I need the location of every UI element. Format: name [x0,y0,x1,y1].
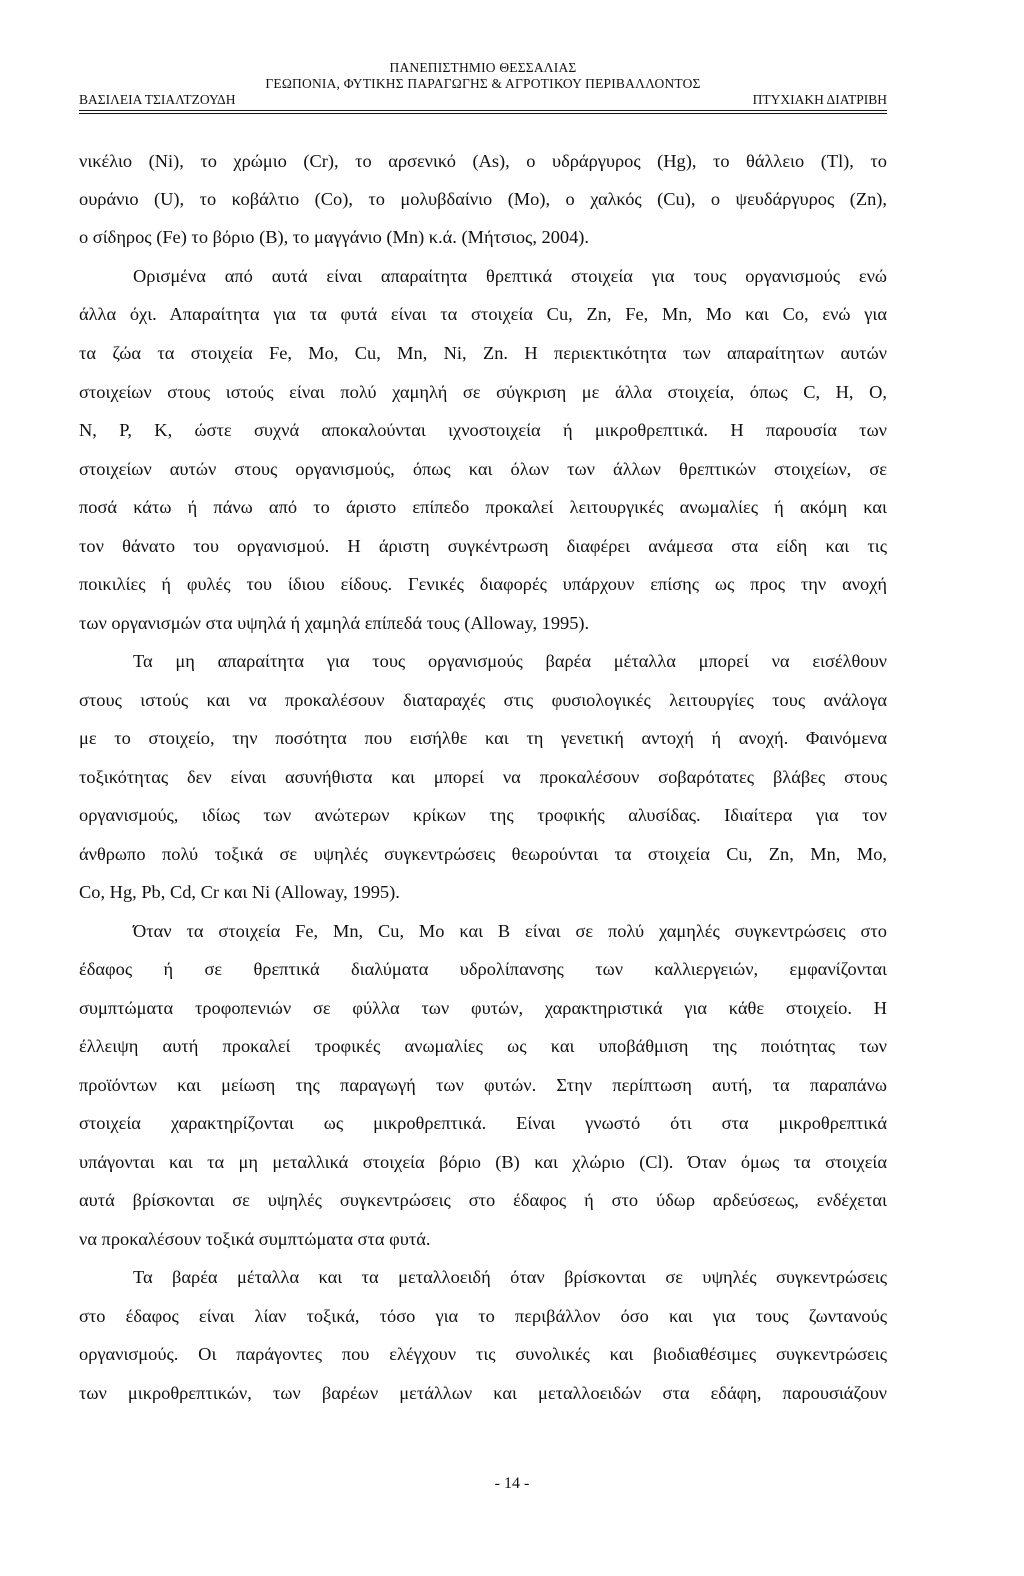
text-line: N, P, K, ώστε συχνά αποκαλούνται ιχνοστοιχεία ή μικροθρεπτικά. Η παρουσία των [79,420,887,440]
text-line: με το στοιχείο, την ποσότητα που εισήλθε και τη γενετική αντοχή ή ανοχή. Φαινόμενα [79,728,887,748]
text-line: ο σίδηρος (Fe) το βόριο (B), το μαγγάνιο (Mn) κ.ά. (Μήτσιος, 2004). [79,227,590,247]
text-line: οργανισμούς, ιδίως των ανώτερων κρίκων της τροφικής αλυσίδας. Ιδιαίτερα για τον [79,805,887,825]
text-line: Τα μη απαραίτητα για τους οργανισμούς βαρέα μέταλλα μπορεί να εισέλθουν [133,651,887,671]
text-line: ποικιλίες ή φυλές του ίδιου είδους. Γενικές διαφορές υπάρχουν επίσης ως προς την ανοχή [79,574,887,594]
text-line: ουράνιο (U), το κοβάλτιο (Co), το μολυβδαίνιο (Mo), ο χαλκός (Cu), ο ψευδάργυρος (Zn), [79,189,887,209]
text-line: οργανισμούς. Οι παράγοντες που ελέγχουν τις συνολικές και βιοδιαθέσιμες συγκεντρώσεις [79,1344,887,1364]
text-line: τον θάνατο του οργανισμού. Η άριστη συγκέντρωση διαφέρει ανάμεσα στα είδη και τις [79,536,887,556]
text-line: Όταν τα στοιχεία Fe, Mn, Cu, Mo και B είναι σε πολύ χαμηλές συγκεντρώσεις στο [133,921,887,941]
text-line: Co, Hg, Pb, Cd, Cr και Ni (Alloway, 1995). [79,882,400,902]
text-line: ποσά κάτω ή πάνω από το άριστο επίπεδο προκαλεί λειτουργικές ανωμαλίες ή ακόμη και [79,497,887,517]
text-line: τα ζώα τα στοιχεία Fe, Mo, Cu, Mn, Ni, Zn. Η περιεκτικότητα των απαραίτητων αυτών [79,343,887,363]
header-doc-type: ΠΤΥΧΙΑΚΗ ΔΙΑΤΡΙΒΗ [752,92,887,107]
text-line: στοιχείων αυτών στους οργανισμούς, όπως και όλων των άλλων θρεπτικών στοιχείων, σε [79,459,887,479]
text-line: υπάγονται και τα μη μεταλλικά στοιχεία βόριο (B) και χλώριο (Cl). Όταν όμως τα στοιχεία [79,1152,887,1172]
text-line: έδαφος ή σε θρεπτικά διαλύματα υδρολίπανσης των καλλιεργειών, εμφανίζονται [79,959,887,979]
text-line: να προκαλέσουν τοξικά συμπτώματα στα φυτά. [79,1229,431,1249]
text-line: έλλειψη αυτή προκαλεί τροφικές ανωμαλίες ως και υποβάθμιση της ποιότητας των [79,1036,887,1056]
text-line: στο έδαφος είναι λίαν τοξικά, τόσο για το περιβάλλον όσο και για τους ζωντανούς [79,1306,887,1326]
text-line: των μικροθρεπτικών, των βαρέων μετάλλων και μεταλλοειδών στα εδάφη, παρουσιάζουν [79,1383,887,1403]
page-number: - 14 - [494,1475,530,1492]
text-line: αυτά βρίσκονται σε υψηλές συγκεντρώσεις στο έδαφος ή στο ύδωρ αρδεύσεως, ενδέχεται [79,1190,887,1210]
header-author-row [79,92,887,108]
text-line: Τα βαρέα μέταλλα και τα μεταλλοειδή όταν βρίσκονται σε υψηλές συγκεντρώσεις [133,1267,887,1287]
text-line: άλλα όχι. Απαραίτητα για τα φυτά είναι τα στοιχεία Cu, Zn, Fe, Mn, Mo και Co, ενώ για [79,304,887,324]
text-line: στους ιστούς και να προκαλέσουν διαταραχές στις φυσιολογικές λειτουργίες τους ανάλογα [79,690,887,710]
header-university: ΠΑΝΕΠΙΣΤΗΜΙΟ ΘΕΣΣΑΛΙΑΣ [389,60,577,75]
text-line: των οργανισμών στα υψηλά ή χαμηλά επίπεδά τους (Alloway, 1995). [79,613,590,633]
text-line: στοιχεία χαρακτηρίζονται ως μικροθρεπτικά. Είναι γνωστό ότι στα μικροθρεπτικά [79,1113,887,1133]
text-line: τοξικότητας δεν είναι ασυνήθιστα και μπορεί να προκαλέσουν σοβαρότατες βλάβες στους [79,767,887,787]
text-line: στοιχείων στους ιστούς είναι πολύ χαμηλή σε σύγκριση με άλλα στοιχεία, όπως C, H, O, [79,382,887,402]
page-header [79,60,887,114]
text-line: Ορισμένα από αυτά είναι απαραίτητα θρεπτικά στοιχεία για τους οργανισμούς ενώ [133,266,887,286]
text-line: συμπτώματα τροφοπενιών σε φύλλα των φυτών, χαρακτηριστικά για κάθε στοιχείο. Η [79,998,887,1018]
header-rule [79,110,887,114]
text-line: νικέλιο (Ni), το χρώμιο (Cr), το αρσενικό (As), ο υδράργυρος (Hg), το θάλλειο (Tl), το [79,151,887,171]
text-line: προϊόντων και μείωση της παραγωγή των φυτών. Στην περίπτωση αυτή, τα παραπάνω [79,1075,887,1095]
header-author: ΒΑΣΙΛΕΙΑ ΤΣΙΑΛΤΖΟΥΔΗ [79,92,236,107]
header-department: ΓΕΩΠΟΝΙΑ, ΦΥΤΙΚΗΣ ΠΑΡΑΓΩΓΗΣ & ΑΓΡΟΤΙΚΟΥ ΠΕΡΙΒΑΛΛΟΝΤΟΣ [265,76,701,91]
text-line: άνθρωπο πολύ τοξικά σε υψηλές συγκεντρώσεις θεωρούνται τα στοιχεία Cu, Zn, Mn, Mo, [79,844,887,864]
